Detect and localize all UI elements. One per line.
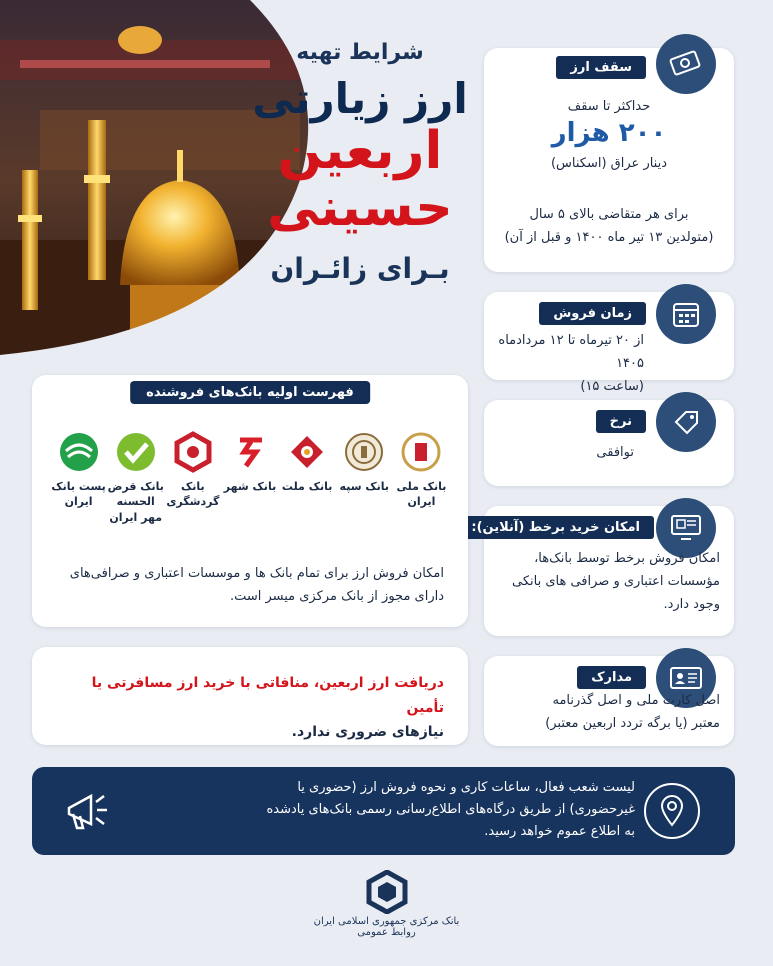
title-line-2: ارز زیارتی (252, 74, 468, 123)
bank-melli (393, 431, 450, 525)
bank-shahr-logo (229, 431, 271, 473)
bank-mehr-name-1: بانک قرض (107, 480, 164, 493)
title-line-5: بـرای زائـران (270, 251, 450, 285)
rate-tag: نرخ (596, 410, 646, 433)
bank-gardeshgari-name-2: گردشگری (166, 495, 220, 509)
bank-shahr-name-1: بانک شهر (223, 480, 277, 493)
documents-line2: معتبر (یا برگه تردد اربعین معتبر) (545, 715, 720, 731)
footer (0, 870, 773, 938)
hero-title (250, 40, 470, 285)
bottom-line3: به اطلاع عموم خواهد رسید. (484, 824, 635, 840)
sale-time-tag: زمان فروش (539, 302, 646, 325)
calendar-icon (656, 284, 716, 344)
online-card (471, 506, 734, 636)
notice-line2: نیازهای ضروری ندارد. (291, 724, 444, 740)
notice-line1: دریافت ارز اربعین، منافاتی با خرید ارز مسافرتی یا تأمین (91, 675, 444, 716)
ceiling-tag: سقف ارز (556, 56, 646, 79)
ceiling-line1: برای هر متقاضی بالای ۵ سال (529, 207, 689, 223)
money-icon (656, 34, 716, 94)
title-line-4: حسینی (267, 178, 453, 239)
documents-tag: مدارک (577, 666, 646, 689)
banks-title: فهرست اولیه بانک‌های فروشنده (130, 381, 370, 404)
bank-mellat-logo (286, 431, 328, 473)
bank-mellat-name-1: بانک ملت (281, 480, 333, 493)
online-line2: مؤسسات اعتباری و صرافی های بانکی (511, 573, 720, 589)
banks-note-line2: دارای مجوز از بانک مرکزی میسر است. (229, 588, 444, 604)
bank-sepah-name-1: بانک سپه (339, 480, 390, 493)
documents-card (484, 656, 734, 746)
ceiling-card (484, 48, 734, 272)
bank-melli-name-1: بانک ملی (396, 480, 447, 493)
ceiling-max-label: حداکثر تا سقف (567, 99, 651, 114)
rate-value: توافقی (596, 445, 634, 460)
bottom-banner (32, 767, 735, 855)
bottom-line1: لیست شعب فعال، ساعات کاری و نحوه فروش ارز (حضوری یا (297, 780, 635, 795)
bank-mellat (279, 431, 336, 525)
bank-list (50, 431, 450, 525)
banks-card (32, 375, 468, 627)
bank-melli-name-2: ایران (407, 495, 436, 509)
bank-mehr (107, 431, 164, 525)
banks-note-line1: امکان فروش ارز برای تمام بانک ها و موسسات اعتباری و صرافی‌های (69, 566, 444, 581)
ceiling-currency: دینار عراق (اسکناس) (550, 156, 668, 172)
title-line-3: اربعین (277, 121, 443, 182)
bank-mehr-logo (115, 431, 157, 473)
online-line1: امکان فروش برخط توسط بانک‌ها، (534, 551, 720, 566)
location-pin-icon (644, 783, 700, 839)
bank-post-name-2: ایران (64, 495, 93, 509)
notice-card (32, 647, 468, 745)
bank-gardeshgari-logo (172, 431, 214, 473)
bottom-text (152, 777, 635, 843)
banks-note (56, 563, 444, 609)
bank-post-logo (58, 431, 100, 473)
bank-post-name-1: پست بانک (51, 480, 106, 493)
sale-time-line2: (ساعت ۱۵) (580, 378, 644, 394)
online-line3: وجود دارد. (663, 596, 720, 612)
ceiling-line2: (متولدین ۱۳ تیر ماه ۱۴۰۰ و قبل از آن) (504, 229, 714, 245)
documents-line1: اصل کارت ملی و اصل گذرنامه (552, 693, 720, 708)
bank-gardeshgari (164, 431, 221, 525)
bank-shahr (221, 431, 278, 525)
notice-text (56, 671, 444, 745)
bank-sepah-logo (343, 431, 385, 473)
bottom-line2: غیرحضوری) از طریق درگاه‌های اطلاع‌رسانی رسمی بانک‌های یادشده (266, 802, 635, 818)
bank-gardeshgari-name-1: بانک (181, 480, 205, 493)
central-bank-logo (365, 870, 409, 914)
sale-time-line1: از ۲۰ تیرماه تا ۱۲ مردادماه ۱۴۰۵ (498, 333, 644, 371)
footer-org-line1: بانک مرکزی جمهوری اسلامی ایران (313, 916, 460, 927)
ceiling-amount: ۲۰۰ هزار (551, 117, 667, 148)
title-line-1: شرایط تهیه (296, 40, 424, 65)
online-tag: امکان خرید برخط (آنلاین): (457, 516, 654, 539)
bank-mehr-name-2: الحسنه مهر ایران (109, 495, 163, 524)
footer-org-line2: روابط عمومی (357, 927, 416, 938)
bank-sepah (336, 431, 393, 525)
price-tag-icon (656, 392, 716, 452)
bank-melli-logo (400, 431, 442, 473)
rate-card (484, 400, 734, 486)
sale-time-card (484, 292, 734, 394)
bank-post (50, 431, 107, 525)
megaphone-icon (58, 781, 120, 843)
